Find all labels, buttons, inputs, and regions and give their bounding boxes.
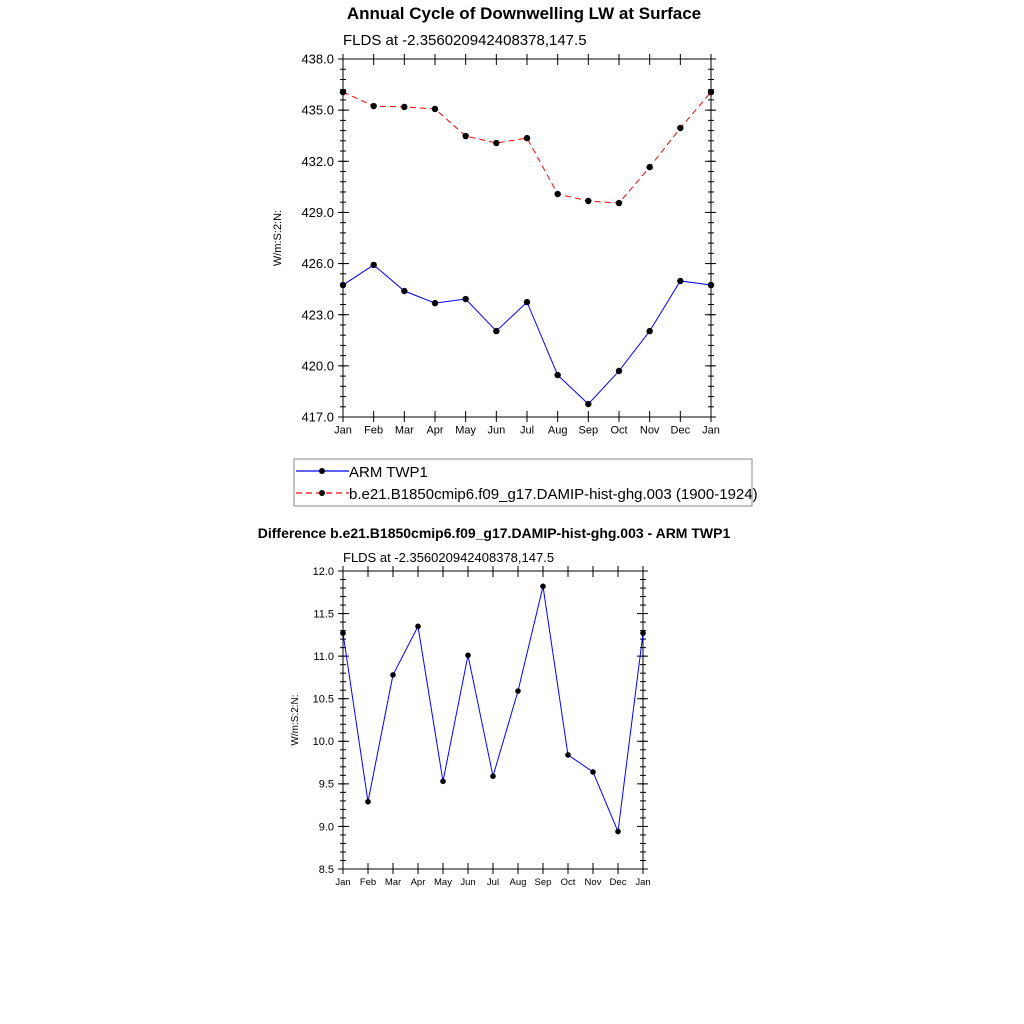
y-tick-label: 417.0 xyxy=(301,409,334,425)
x-tick-label: Aug xyxy=(547,424,568,437)
data-point xyxy=(708,282,714,288)
series-line-1 xyxy=(343,92,711,203)
data-point xyxy=(585,401,591,407)
data-point xyxy=(401,288,407,294)
x-tick-label: Jun xyxy=(487,424,506,437)
x-tick-label: May xyxy=(455,424,477,437)
x-tick-label: Oct xyxy=(610,424,628,437)
x-tick-label: Nov xyxy=(584,876,602,888)
y-tick-label: 420.0 xyxy=(301,358,334,374)
data-point xyxy=(515,688,521,694)
x-tick-label: Apr xyxy=(410,876,426,888)
data-point xyxy=(390,672,396,678)
data-point xyxy=(340,630,346,636)
y-tick-label: 9.5 xyxy=(318,778,334,791)
data-point xyxy=(677,125,683,131)
data-point xyxy=(465,652,471,658)
y-tick-label: 10.5 xyxy=(312,693,334,706)
data-point xyxy=(615,829,621,835)
data-point xyxy=(616,200,622,206)
data-point xyxy=(462,296,468,302)
y-tick-label: 426.0 xyxy=(301,256,334,272)
data-point xyxy=(401,104,407,110)
data-point xyxy=(540,584,546,590)
data-point xyxy=(590,769,596,775)
data-point xyxy=(415,624,421,630)
data-point xyxy=(490,773,496,779)
data-point xyxy=(708,89,714,95)
legend-label-arm: ARM TWP1 xyxy=(349,464,428,481)
chart1-plot xyxy=(301,52,719,437)
y-tick-label: 10.0 xyxy=(312,736,334,749)
x-tick-label: Dec xyxy=(670,424,691,437)
chart2-ylabel: W/m:S:2:N: xyxy=(290,694,301,746)
data-point xyxy=(432,300,438,306)
x-tick-label: Sep xyxy=(534,876,552,888)
plot-frame xyxy=(343,571,643,869)
x-tick-label: Jan xyxy=(334,424,352,437)
data-point xyxy=(370,262,376,268)
data-point xyxy=(493,328,499,334)
y-tick-label: 432.0 xyxy=(301,153,334,169)
x-tick-label: Mar xyxy=(384,876,402,888)
data-point xyxy=(646,328,652,334)
y-tick-label: 435.0 xyxy=(301,102,334,118)
plot-frame xyxy=(343,59,711,417)
x-tick-label: Feb xyxy=(364,424,384,437)
chart1-title: Annual Cycle of Downwelling LW at Surface xyxy=(346,4,702,23)
legend-marker-arm xyxy=(319,468,325,474)
data-point xyxy=(462,133,468,139)
chart2-subtitle: FLDS at -2.356020942408378,147.5 xyxy=(343,550,555,565)
data-point xyxy=(365,799,371,805)
y-tick-label: 8.5 xyxy=(318,863,334,876)
data-point xyxy=(585,198,591,204)
series-line-0 xyxy=(343,586,643,831)
legend-marker-model xyxy=(319,490,325,496)
data-point xyxy=(524,135,530,141)
x-tick-label: Dec xyxy=(609,876,627,888)
y-tick-label: 12.0 xyxy=(312,565,334,578)
x-tick-label: Feb xyxy=(359,876,377,888)
x-tick-label: Jul xyxy=(519,424,535,437)
x-tick-label: Jan xyxy=(635,876,651,888)
x-tick-label: Mar xyxy=(394,424,414,437)
series-line-0 xyxy=(343,265,711,404)
x-tick-label: Jan xyxy=(335,876,351,888)
y-tick-label: 429.0 xyxy=(301,204,334,220)
data-point xyxy=(616,368,622,374)
data-point xyxy=(640,630,646,636)
y-tick-label: 11.0 xyxy=(313,650,334,663)
data-point xyxy=(524,299,530,305)
y-tick-label: 438.0 xyxy=(301,51,334,67)
legend-label-model: b.e21.B1850cmip6.f09_g17.DAMIP-hist-ghg.003 (1900-1924) xyxy=(349,486,758,503)
y-tick-label: 9.0 xyxy=(318,821,334,834)
data-point xyxy=(340,282,346,288)
x-tick-label: Apr xyxy=(426,424,444,437)
chart1-ylabel: W/m:S:2:N: xyxy=(272,209,284,267)
x-tick-label: Sep xyxy=(578,424,599,437)
data-point xyxy=(370,103,376,109)
chart1-subtitle: FLDS at -2.356020942408378,147.5 xyxy=(343,32,587,49)
x-tick-label: May xyxy=(434,876,452,888)
x-tick-label: Nov xyxy=(639,424,660,437)
chart2-title: Difference b.e21.B1850cmip6.f09_g17.DAMIP-hist-ghg.003 - ARM TWP1 xyxy=(257,525,731,541)
x-tick-label: Jun xyxy=(460,876,476,888)
data-point xyxy=(646,164,652,170)
data-point xyxy=(440,779,446,785)
data-point xyxy=(677,278,683,284)
y-tick-label: 11.5 xyxy=(313,608,334,621)
data-point xyxy=(340,89,346,95)
data-point xyxy=(554,372,560,378)
data-point xyxy=(565,752,571,758)
legend xyxy=(294,459,758,506)
data-point xyxy=(493,140,499,146)
x-tick-label: Jul xyxy=(486,876,500,888)
chart2-plot xyxy=(313,566,651,888)
y-tick-label: 423.0 xyxy=(301,307,334,323)
x-tick-label: Aug xyxy=(509,876,527,888)
data-point xyxy=(432,106,438,112)
x-tick-label: Jan xyxy=(702,424,720,437)
data-point xyxy=(554,191,560,197)
x-tick-label: Oct xyxy=(560,876,576,888)
